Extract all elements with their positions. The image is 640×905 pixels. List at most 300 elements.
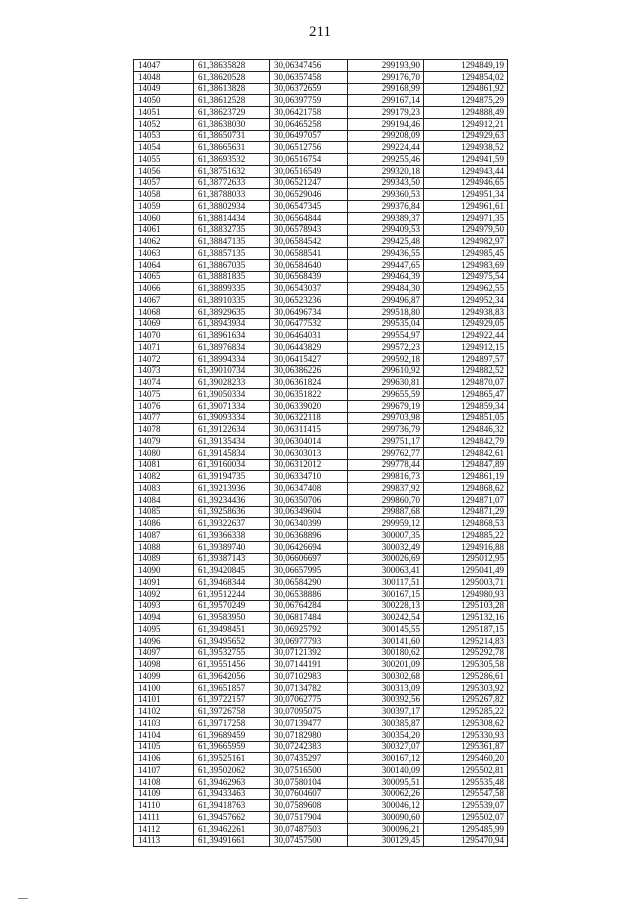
longitude-cell: 30,06357458 — [270, 71, 348, 83]
point-number-cell: 14065 — [134, 271, 194, 283]
y-coordinate-cell: 1294842,79 — [424, 436, 508, 448]
point-number-cell: 14059 — [134, 201, 194, 213]
longitude-cell: 30,07589608 — [270, 800, 348, 812]
point-number-cell: 14072 — [134, 353, 194, 365]
table-row — [134, 823, 508, 835]
table-row — [134, 459, 508, 471]
longitude-cell: 30,07134782 — [270, 682, 348, 694]
longitude-cell: 30,06386226 — [270, 365, 348, 377]
point-number-cell: 14091 — [134, 577, 194, 589]
latitude-cell: 61,39122634 — [194, 424, 270, 436]
point-number-cell: 14082 — [134, 471, 194, 483]
point-number-cell: 14062 — [134, 236, 194, 248]
x-coordinate-cell: 299592,18 — [348, 353, 424, 365]
y-coordinate-cell: 1295308,62 — [424, 718, 508, 730]
latitude-cell: 61,39722157 — [194, 694, 270, 706]
table-row — [134, 624, 508, 636]
latitude-cell: 61,38612528 — [194, 95, 270, 107]
longitude-cell: 30,07604607 — [270, 788, 348, 800]
y-coordinate-cell: 1294983,69 — [424, 259, 508, 271]
latitude-cell: 61,39322637 — [194, 518, 270, 530]
y-coordinate-cell: 1294938,52 — [424, 142, 508, 154]
latitude-cell: 61,39366338 — [194, 530, 270, 542]
latitude-cell: 61,39525161 — [194, 753, 270, 765]
latitude-cell: 61,39717258 — [194, 718, 270, 730]
table-row — [134, 577, 508, 589]
table-row — [134, 295, 508, 307]
longitude-cell: 30,06584542 — [270, 236, 348, 248]
point-number-cell: 14061 — [134, 224, 194, 236]
point-number-cell: 14088 — [134, 541, 194, 553]
point-number-cell: 14093 — [134, 600, 194, 612]
latitude-cell: 61,39418763 — [194, 800, 270, 812]
latitude-cell: 61,38788033 — [194, 189, 270, 201]
table-row — [134, 812, 508, 824]
x-coordinate-cell: 300180,62 — [348, 647, 424, 659]
point-number-cell: 14113 — [134, 835, 194, 847]
x-coordinate-cell: 299447,65 — [348, 259, 424, 271]
table-row — [134, 389, 508, 401]
x-coordinate-cell: 300095,51 — [348, 776, 424, 788]
latitude-cell: 61,38638030 — [194, 118, 270, 130]
point-number-cell: 14092 — [134, 588, 194, 600]
longitude-cell: 30,06397759 — [270, 95, 348, 107]
point-number-cell: 14069 — [134, 318, 194, 330]
x-coordinate-cell: 299409,53 — [348, 224, 424, 236]
x-coordinate-cell: 299464,39 — [348, 271, 424, 283]
x-coordinate-cell: 299376,84 — [348, 201, 424, 213]
table-row — [134, 189, 508, 201]
latitude-cell: 61,39462261 — [194, 823, 270, 835]
x-coordinate-cell: 299168,99 — [348, 83, 424, 95]
point-number-cell: 14095 — [134, 624, 194, 636]
y-coordinate-cell: 1295535,48 — [424, 776, 508, 788]
longitude-cell: 30,06372659 — [270, 83, 348, 95]
longitude-cell: 30,06349604 — [270, 506, 348, 518]
latitude-cell: 61,38961634 — [194, 330, 270, 342]
latitude-cell: 61,39512244 — [194, 588, 270, 600]
x-coordinate-cell: 299535,04 — [348, 318, 424, 330]
y-coordinate-cell: 1295470,94 — [424, 835, 508, 847]
longitude-cell: 30,06477532 — [270, 318, 348, 330]
y-coordinate-cell: 1294962,55 — [424, 283, 508, 295]
y-coordinate-cell: 1295285,22 — [424, 706, 508, 718]
table-row — [134, 494, 508, 506]
point-number-cell: 14074 — [134, 377, 194, 389]
x-coordinate-cell: 299343,50 — [348, 177, 424, 189]
longitude-cell: 30,06351822 — [270, 389, 348, 401]
table-row — [134, 506, 508, 518]
x-coordinate-cell: 299959,12 — [348, 518, 424, 530]
longitude-cell: 30,06588541 — [270, 248, 348, 260]
point-number-cell: 14049 — [134, 83, 194, 95]
x-coordinate-cell: 300117,51 — [348, 577, 424, 589]
y-coordinate-cell: 1294952,34 — [424, 295, 508, 307]
table-row — [134, 553, 508, 565]
point-number-cell: 14100 — [134, 682, 194, 694]
table-row — [134, 612, 508, 624]
x-coordinate-cell: 300141,60 — [348, 635, 424, 647]
latitude-cell: 61,39726758 — [194, 706, 270, 718]
table-row — [134, 283, 508, 295]
longitude-cell: 30,06516549 — [270, 165, 348, 177]
latitude-cell: 61,38635828 — [194, 60, 270, 72]
longitude-cell: 30,06347408 — [270, 483, 348, 495]
point-number-cell: 14084 — [134, 494, 194, 506]
x-coordinate-cell: 300145,55 — [348, 624, 424, 636]
latitude-cell: 61,39258636 — [194, 506, 270, 518]
latitude-cell: 61,39551456 — [194, 659, 270, 671]
point-number-cell: 14085 — [134, 506, 194, 518]
y-coordinate-cell: 1294897,57 — [424, 353, 508, 365]
x-coordinate-cell: 299703,98 — [348, 412, 424, 424]
latitude-cell: 61,38857135 — [194, 248, 270, 260]
latitude-cell: 61,39194735 — [194, 471, 270, 483]
x-coordinate-cell: 300167,12 — [348, 753, 424, 765]
latitude-cell: 61,38613828 — [194, 83, 270, 95]
y-coordinate-cell: 1295103,28 — [424, 600, 508, 612]
table-row — [134, 694, 508, 706]
y-coordinate-cell: 1294851,05 — [424, 412, 508, 424]
point-number-cell: 14109 — [134, 788, 194, 800]
x-coordinate-cell: 300007,35 — [348, 530, 424, 542]
table-row — [134, 271, 508, 283]
point-number-cell: 14056 — [134, 165, 194, 177]
y-coordinate-cell: 1294849,19 — [424, 60, 508, 72]
longitude-cell: 30,06350706 — [270, 494, 348, 506]
x-coordinate-cell: 299425,48 — [348, 236, 424, 248]
latitude-cell: 61,38814434 — [194, 212, 270, 224]
table-row — [134, 318, 508, 330]
latitude-cell: 61,38881835 — [194, 271, 270, 283]
latitude-cell: 61,39532755 — [194, 647, 270, 659]
table-row — [134, 800, 508, 812]
latitude-cell: 61,39495652 — [194, 635, 270, 647]
latitude-cell: 61,38751632 — [194, 165, 270, 177]
longitude-cell: 30,06578943 — [270, 224, 348, 236]
table-row — [134, 342, 508, 354]
x-coordinate-cell: 300228,13 — [348, 600, 424, 612]
y-coordinate-cell: 1295305,58 — [424, 659, 508, 671]
table-row — [134, 483, 508, 495]
x-coordinate-cell: 299194,46 — [348, 118, 424, 130]
point-number-cell: 14080 — [134, 447, 194, 459]
table-row — [134, 788, 508, 800]
point-number-cell: 14111 — [134, 812, 194, 824]
y-coordinate-cell: 1295187,15 — [424, 624, 508, 636]
table-row — [134, 400, 508, 412]
longitude-cell: 30,06512756 — [270, 142, 348, 154]
latitude-cell: 61,39665959 — [194, 741, 270, 753]
table-row — [134, 729, 508, 741]
y-coordinate-cell: 1295330,93 — [424, 729, 508, 741]
latitude-cell: 61,39583950 — [194, 612, 270, 624]
y-coordinate-cell: 1294865,47 — [424, 389, 508, 401]
table-row — [134, 83, 508, 95]
latitude-cell: 61,38929635 — [194, 306, 270, 318]
x-coordinate-cell: 299778,44 — [348, 459, 424, 471]
x-coordinate-cell: 300026,69 — [348, 553, 424, 565]
point-number-cell: 14078 — [134, 424, 194, 436]
x-coordinate-cell: 299736,79 — [348, 424, 424, 436]
point-number-cell: 14071 — [134, 342, 194, 354]
point-number-cell: 14081 — [134, 459, 194, 471]
point-number-cell: 14076 — [134, 400, 194, 412]
x-coordinate-cell: 299389,37 — [348, 212, 424, 224]
table-row — [134, 259, 508, 271]
longitude-cell: 30,06304014 — [270, 436, 348, 448]
x-coordinate-cell: 299751,17 — [348, 436, 424, 448]
latitude-cell: 61,39420845 — [194, 565, 270, 577]
point-number-cell: 14058 — [134, 189, 194, 201]
y-coordinate-cell: 1295361,87 — [424, 741, 508, 753]
table-row — [134, 741, 508, 753]
longitude-cell: 30,06543037 — [270, 283, 348, 295]
point-number-cell: 14101 — [134, 694, 194, 706]
longitude-cell: 30,06368896 — [270, 530, 348, 542]
x-coordinate-cell: 299193,90 — [348, 60, 424, 72]
latitude-cell: 61,39213936 — [194, 483, 270, 495]
x-coordinate-cell: 300140,09 — [348, 765, 424, 777]
latitude-cell: 61,38847135 — [194, 236, 270, 248]
latitude-cell: 61,38650731 — [194, 130, 270, 142]
table-row — [134, 530, 508, 542]
latitude-cell: 61,39093334 — [194, 412, 270, 424]
table-row — [134, 635, 508, 647]
longitude-cell: 30,06584640 — [270, 259, 348, 271]
table-row — [134, 377, 508, 389]
table-row — [134, 518, 508, 530]
table-row — [134, 588, 508, 600]
x-coordinate-cell: 299554,97 — [348, 330, 424, 342]
point-number-cell: 14047 — [134, 60, 194, 72]
latitude-cell: 61,38832735 — [194, 224, 270, 236]
y-coordinate-cell: 1294868,53 — [424, 518, 508, 530]
table-row — [134, 835, 508, 847]
longitude-cell: 30,07517904 — [270, 812, 348, 824]
longitude-cell: 30,06303013 — [270, 447, 348, 459]
longitude-cell: 30,06529046 — [270, 189, 348, 201]
longitude-cell: 30,07144191 — [270, 659, 348, 671]
latitude-cell: 61,39570249 — [194, 600, 270, 612]
x-coordinate-cell: 299860,70 — [348, 494, 424, 506]
x-coordinate-cell: 299655,59 — [348, 389, 424, 401]
y-coordinate-cell: 1295539,07 — [424, 800, 508, 812]
y-coordinate-cell: 1294922,44 — [424, 330, 508, 342]
point-number-cell: 14066 — [134, 283, 194, 295]
y-coordinate-cell: 1294961,61 — [424, 201, 508, 213]
y-coordinate-cell: 1295003,71 — [424, 577, 508, 589]
table-row — [134, 177, 508, 189]
y-coordinate-cell: 1294979,50 — [424, 224, 508, 236]
latitude-cell: 61,39145834 — [194, 447, 270, 459]
point-number-cell: 14073 — [134, 365, 194, 377]
page-number: 211 — [309, 24, 331, 40]
latitude-cell: 61,39071334 — [194, 400, 270, 412]
latitude-cell: 61,38910335 — [194, 295, 270, 307]
y-coordinate-cell: 1294861,92 — [424, 83, 508, 95]
longitude-cell: 30,06764284 — [270, 600, 348, 612]
longitude-cell: 30,06657995 — [270, 565, 348, 577]
y-coordinate-cell: 1294941,59 — [424, 154, 508, 166]
table-row — [134, 706, 508, 718]
table-row — [134, 718, 508, 730]
longitude-cell: 30,07139477 — [270, 718, 348, 730]
latitude-cell: 61,39389740 — [194, 541, 270, 553]
longitude-cell: 30,06347456 — [270, 60, 348, 72]
y-coordinate-cell: 1294938,83 — [424, 306, 508, 318]
latitude-cell: 61,38943934 — [194, 318, 270, 330]
point-number-cell: 14098 — [134, 659, 194, 671]
x-coordinate-cell: 299572,23 — [348, 342, 424, 354]
latitude-cell: 61,39050334 — [194, 389, 270, 401]
longitude-cell: 30,06568439 — [270, 271, 348, 283]
table-row — [134, 224, 508, 236]
latitude-cell: 61,39498451 — [194, 624, 270, 636]
x-coordinate-cell: 300397,17 — [348, 706, 424, 718]
latitude-cell: 61,39135434 — [194, 436, 270, 448]
x-coordinate-cell: 300167,15 — [348, 588, 424, 600]
x-coordinate-cell: 300354,20 — [348, 729, 424, 741]
y-coordinate-cell: 1295460,20 — [424, 753, 508, 765]
y-coordinate-cell: 1294846,32 — [424, 424, 508, 436]
table-row — [134, 95, 508, 107]
x-coordinate-cell: 299224,44 — [348, 142, 424, 154]
table-row — [134, 154, 508, 166]
y-coordinate-cell: 1295502,81 — [424, 765, 508, 777]
point-number-cell: 14090 — [134, 565, 194, 577]
latitude-cell: 61,39491661 — [194, 835, 270, 847]
x-coordinate-cell: 299179,23 — [348, 107, 424, 119]
table-row — [134, 142, 508, 154]
y-coordinate-cell: 1294871,29 — [424, 506, 508, 518]
longitude-cell: 30,07102983 — [270, 671, 348, 683]
y-coordinate-cell: 1294951,34 — [424, 189, 508, 201]
x-coordinate-cell: 299484,30 — [348, 283, 424, 295]
latitude-cell: 61,39462963 — [194, 776, 270, 788]
point-number-cell: 14094 — [134, 612, 194, 624]
latitude-cell: 61,39689459 — [194, 729, 270, 741]
y-coordinate-cell: 1294854,02 — [424, 71, 508, 83]
x-coordinate-cell: 300129,45 — [348, 835, 424, 847]
longitude-cell: 30,06322118 — [270, 412, 348, 424]
x-coordinate-cell: 300313,09 — [348, 682, 424, 694]
point-number-cell: 14103 — [134, 718, 194, 730]
table-row — [134, 212, 508, 224]
y-coordinate-cell: 1294912,15 — [424, 342, 508, 354]
latitude-cell: 61,38867035 — [194, 259, 270, 271]
x-coordinate-cell: 300046,12 — [348, 800, 424, 812]
x-coordinate-cell: 299518,80 — [348, 306, 424, 318]
point-number-cell: 14086 — [134, 518, 194, 530]
latitude-cell: 61,39651857 — [194, 682, 270, 694]
point-number-cell: 14048 — [134, 71, 194, 83]
x-coordinate-cell: 300063,41 — [348, 565, 424, 577]
y-coordinate-cell: 1294875,29 — [424, 95, 508, 107]
point-number-cell: 14108 — [134, 776, 194, 788]
longitude-cell: 30,06977793 — [270, 635, 348, 647]
longitude-cell: 30,07095075 — [270, 706, 348, 718]
coordinates-table-body — [134, 60, 508, 847]
x-coordinate-cell: 299436,55 — [348, 248, 424, 260]
table-row — [134, 565, 508, 577]
point-number-cell: 14079 — [134, 436, 194, 448]
x-coordinate-cell: 299816,73 — [348, 471, 424, 483]
table-row — [134, 201, 508, 213]
latitude-cell: 61,39010734 — [194, 365, 270, 377]
x-coordinate-cell: 300032,49 — [348, 541, 424, 553]
x-coordinate-cell: 299887,68 — [348, 506, 424, 518]
longitude-cell: 30,06312012 — [270, 459, 348, 471]
x-coordinate-cell: 299176,70 — [348, 71, 424, 83]
point-number-cell: 14054 — [134, 142, 194, 154]
table-row — [134, 60, 508, 72]
longitude-cell: 30,06415427 — [270, 353, 348, 365]
longitude-cell: 30,06564844 — [270, 212, 348, 224]
point-number-cell: 14051 — [134, 107, 194, 119]
longitude-cell: 30,06817484 — [270, 612, 348, 624]
y-coordinate-cell: 1294870,07 — [424, 377, 508, 389]
longitude-cell: 30,06497057 — [270, 130, 348, 142]
point-number-cell: 14104 — [134, 729, 194, 741]
point-number-cell: 14063 — [134, 248, 194, 260]
table-row — [134, 765, 508, 777]
latitude-cell: 61,39028233 — [194, 377, 270, 389]
longitude-cell: 30,07062775 — [270, 694, 348, 706]
table-row — [134, 412, 508, 424]
longitude-cell: 30,06340399 — [270, 518, 348, 530]
longitude-cell: 30,06361824 — [270, 377, 348, 389]
x-coordinate-cell: 300392,56 — [348, 694, 424, 706]
x-coordinate-cell: 299837,92 — [348, 483, 424, 495]
latitude-cell: 61,39234436 — [194, 494, 270, 506]
latitude-cell: 61,38620528 — [194, 71, 270, 83]
point-number-cell: 14102 — [134, 706, 194, 718]
y-coordinate-cell: 1295286,61 — [424, 671, 508, 683]
x-coordinate-cell: 299208,09 — [348, 130, 424, 142]
table-row — [134, 248, 508, 260]
latitude-cell: 61,38994334 — [194, 353, 270, 365]
table-row — [134, 447, 508, 459]
longitude-cell: 30,07516500 — [270, 765, 348, 777]
y-coordinate-cell: 1294929,63 — [424, 130, 508, 142]
y-coordinate-cell: 1294980,93 — [424, 588, 508, 600]
x-coordinate-cell: 300385,87 — [348, 718, 424, 730]
x-coordinate-cell: 300302,68 — [348, 671, 424, 683]
y-coordinate-cell: 1294882,52 — [424, 365, 508, 377]
point-number-cell: 14077 — [134, 412, 194, 424]
latitude-cell: 61,39642056 — [194, 671, 270, 683]
coordinates-table — [133, 59, 508, 847]
point-number-cell: 14052 — [134, 118, 194, 130]
x-coordinate-cell: 299679,19 — [348, 400, 424, 412]
table-row — [134, 541, 508, 553]
longitude-cell: 30,06516754 — [270, 154, 348, 166]
x-coordinate-cell: 299610,92 — [348, 365, 424, 377]
latitude-cell: 61,39502062 — [194, 765, 270, 777]
point-number-cell: 14050 — [134, 95, 194, 107]
longitude-cell: 30,06606697 — [270, 553, 348, 565]
longitude-cell: 30,06584290 — [270, 577, 348, 589]
point-number-cell: 14096 — [134, 635, 194, 647]
y-coordinate-cell: 1295485,99 — [424, 823, 508, 835]
table-row — [134, 753, 508, 765]
y-coordinate-cell: 1295292,78 — [424, 647, 508, 659]
table-row — [134, 600, 508, 612]
latitude-cell: 61,39387143 — [194, 553, 270, 565]
longitude-cell: 30,06547345 — [270, 201, 348, 213]
latitude-cell: 61,38772633 — [194, 177, 270, 189]
